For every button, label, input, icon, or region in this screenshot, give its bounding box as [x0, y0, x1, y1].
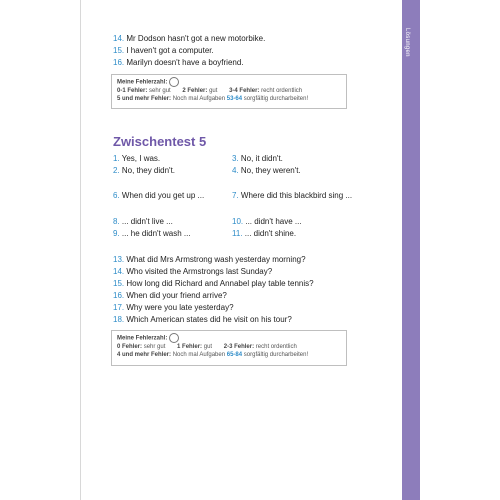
- list-item: 10. ... didn't have ...: [232, 217, 302, 226]
- list-item: 18. Which American states did he visit on his tour?: [113, 315, 292, 324]
- list-item: 9. ... he didn't wash ...: [113, 229, 191, 238]
- list-item: 14. Mr Dodson hasn't got a new motorbike.: [113, 34, 266, 43]
- list-item: 14. Who visited the Armstrongs last Sunday?: [113, 267, 273, 276]
- score-box: Meine Fehlerzahl: 0 Fehler: sehr gut 1 Fehler: gut 2-3 Fehler: recht ordentlich 4 und mehr Fehler: Noch mal Aufgaben 65-84 sorgfältig durcharbeiten!: [111, 330, 347, 366]
- score-circle: [169, 333, 179, 343]
- side-tab: [402, 0, 420, 500]
- list-item: 13. What did Mrs Armstrong wash yesterday morning?: [113, 255, 306, 264]
- list-item: 2. No, they didn't.: [113, 166, 176, 175]
- section-heading: Zwischentest 5: [113, 134, 207, 149]
- list-item: 8. ... didn't live ...: [113, 217, 173, 226]
- list-item: 15. How long did Richard and Annabel play table tennis?: [113, 279, 314, 288]
- score-circle: [169, 77, 179, 87]
- list-item: 4. No, they weren't.: [232, 166, 301, 175]
- side-tab-label: Lösungen: [404, 28, 410, 57]
- list-item: 16. Marilyn doesn't have a boyfriend.: [113, 58, 244, 67]
- list-item: 16. When did your friend arrive?: [113, 291, 227, 300]
- list-item: 7. Where did this blackbird sing ...: [232, 191, 353, 200]
- list-item: 1. Yes, I was.: [113, 154, 161, 163]
- list-item: 15. I haven't got a computer.: [113, 46, 214, 55]
- score-box: Meine Fehlerzahl: 0-1 Fehler: sehr gut 2 Fehler: gut 3-4 Fehler: recht ordentlich 5 und mehr Fehler: Noch mal Aufgaben 53-64 sorgfältig durcharbeiten!: [111, 74, 347, 109]
- list-item: 17. Why were you late yesterday?: [113, 303, 234, 312]
- list-item: 6. When did you get up ...: [113, 191, 205, 200]
- list-item: 11. ... didn't shine.: [232, 229, 297, 238]
- list-item: 3. No, it didn't.: [232, 154, 283, 163]
